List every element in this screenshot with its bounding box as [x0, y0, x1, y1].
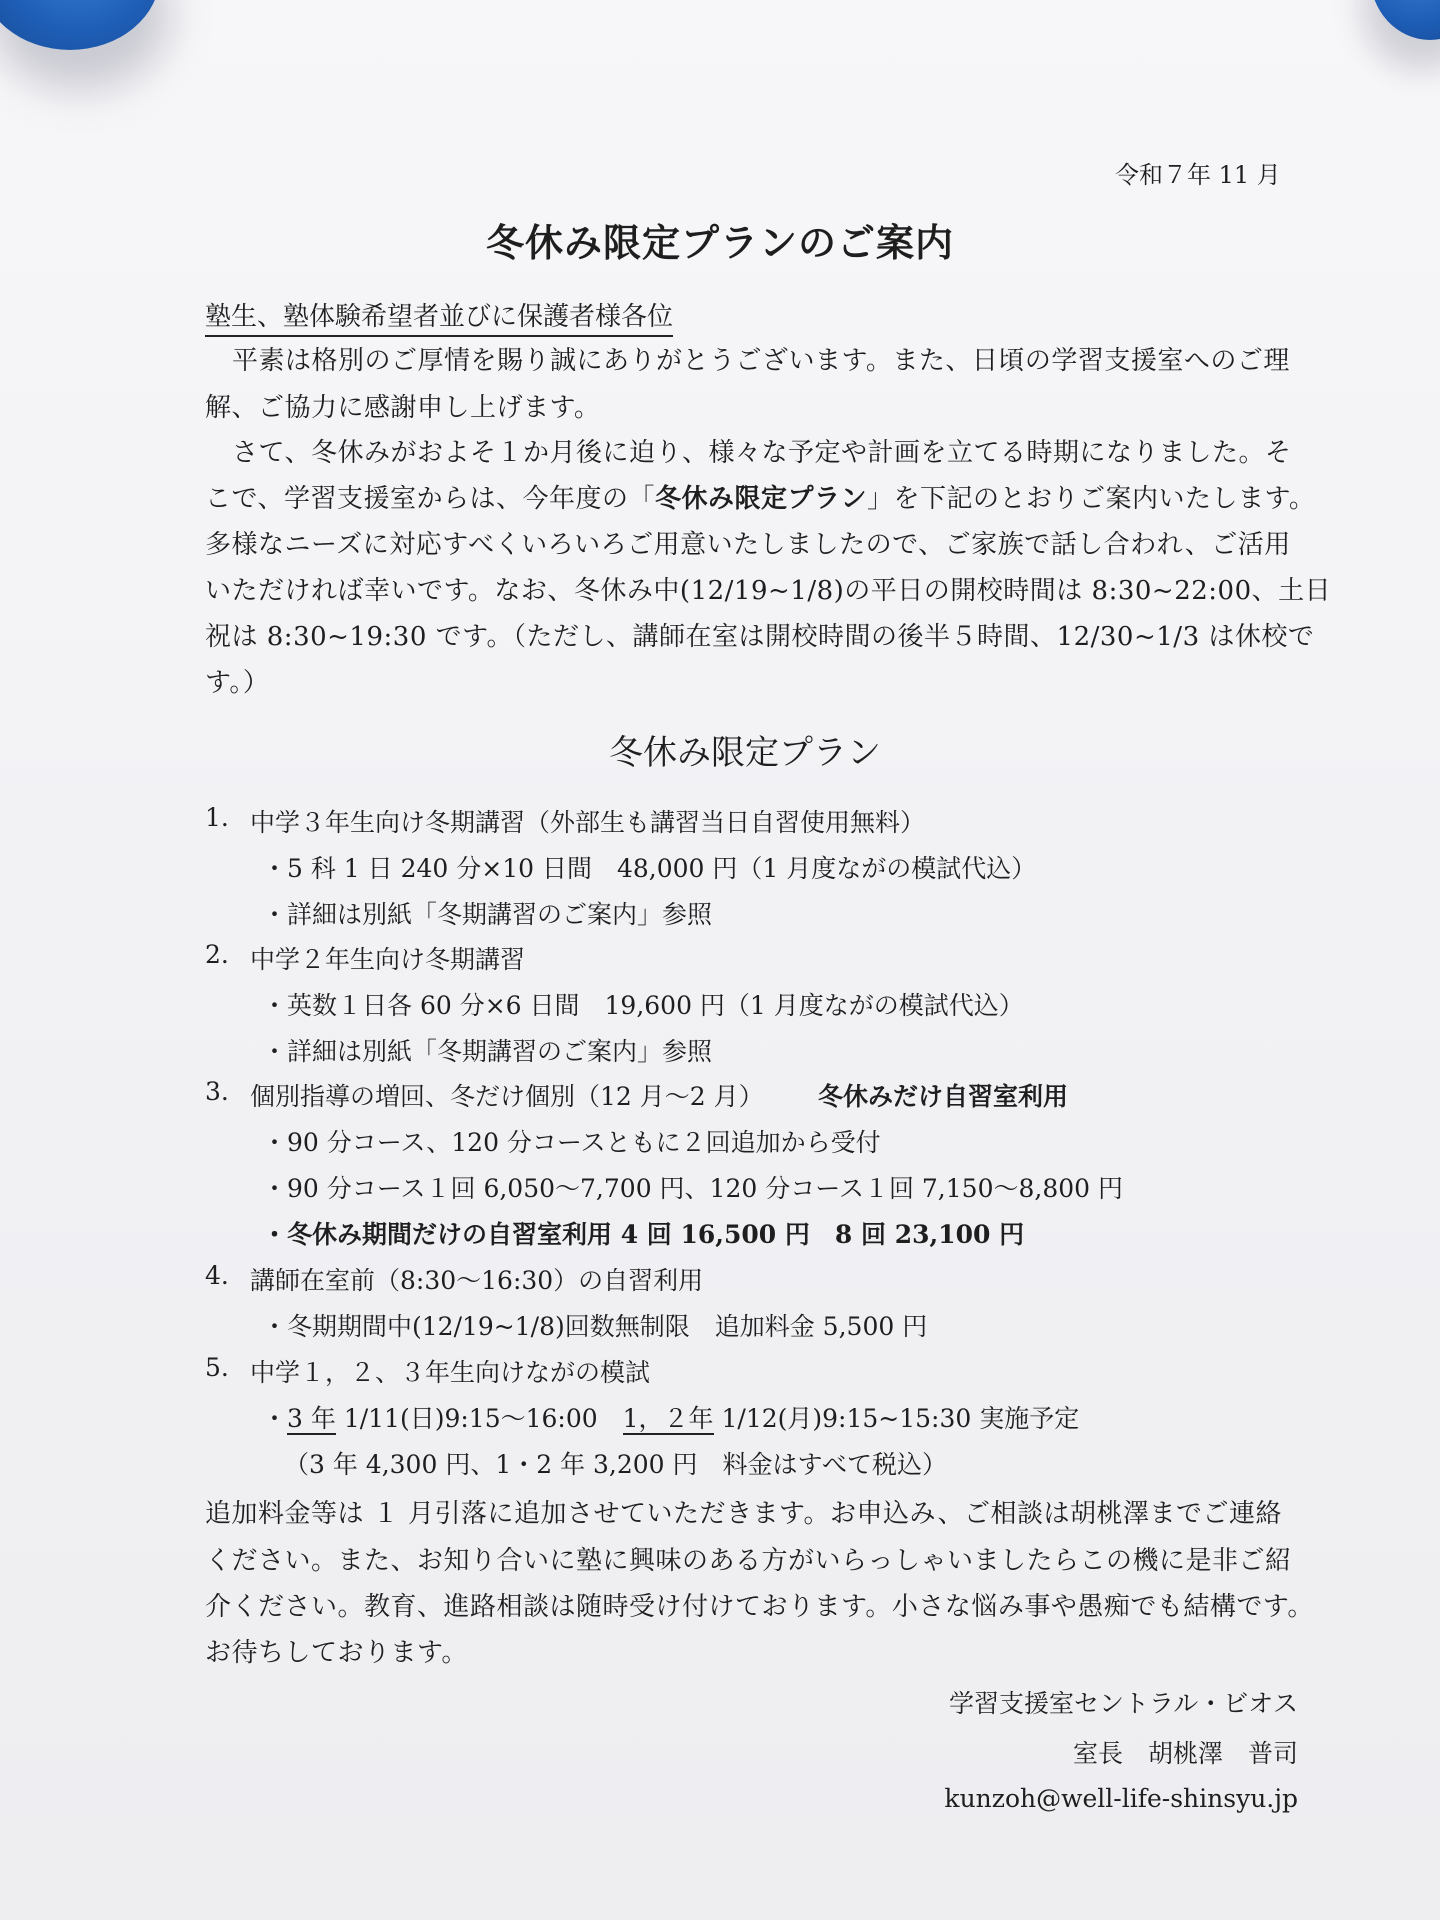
- page-title: 冬休み限定プランのご案内: [485, 220, 954, 265]
- exam-grade3-schedule: 1/11(日)9:15〜16:00: [335, 1404, 623, 1433]
- intro-line-3: さて、冬休みがおよそ１か月後に迫り、様々な予定や計画を立てる時期になりました。そ: [232, 438, 1292, 468]
- plan-4-number: 4.: [205, 1261, 229, 1290]
- intro-line-5: 多様なニーズに対応すべくいろいろご用意いたしましたので、ご家族で話し合われ、ご活用: [205, 530, 1291, 560]
- closing-line-3: 介ください。教育、進路相談は随時受け付けております。小さな悩み事や愚痴でも結構です。: [205, 1592, 1314, 1622]
- exam-grade12-schedule: 1/12(月)9:15~15:30 実施予定: [713, 1404, 1080, 1433]
- plan-name-emphasis: 冬休み限定プラン: [654, 484, 867, 514]
- plan-1-detail-1: ・5 科 1 日 240 分×10 日間 48,000 円（1 月度ながの模試代込）: [262, 854, 1037, 883]
- plan-5-exam-schedule: [262, 1399, 1079, 1435]
- intro-line-2: 解、ご協力に感謝申し上げます。: [205, 393, 601, 423]
- contact-email: kunzoh@well-life-shinsyu.jp: [944, 1784, 1298, 1813]
- signature-name: 室長 胡桃澤 普司: [1072, 1739, 1298, 1768]
- plan-3-number: 3.: [205, 1077, 229, 1106]
- closing-line-2: ください。また、お知り合いに塾に興味のある方がいらっしゃいましたらこの機に是非ご紹: [205, 1546, 1292, 1576]
- addressee-line: 塾生、塾体験希望者並びに保護者様各位: [205, 296, 673, 337]
- plan-1-detail-2: ・詳細は別紙「冬期講習のご案内」参照: [262, 900, 713, 929]
- signature-organization: 学習支援室セントラル・ビオス: [948, 1689, 1298, 1718]
- plan-5-fee-line: （3 年 4,300 円、1・2 年 3,200 円 料金はすべて税込）: [284, 1450, 948, 1479]
- blue-magnet-left: [0, 0, 160, 50]
- plan-3-heading-emphasis: 冬休みだけ自習室利用: [818, 1082, 1069, 1111]
- intro-line-7: 祝は 8:30~19:30 です。（ただし、講師在室は開校時間の後半５時間、12/30~1/3 は休校で: [205, 622, 1315, 652]
- plan-3-detail-1: ・90 分コース、120 分コースともに２回追加から受付: [262, 1128, 881, 1157]
- intro-line-6: いただければ幸いです。なお、冬休み中(12/19~1/8)の平日の開校時間は 8:30~22:00、土日: [205, 576, 1332, 606]
- intro-line-4-start: こで、学習支援室からは、今年度の「: [205, 484, 655, 514]
- plan-4-detail-1: ・冬期期間中(12/19~1/8)回数無制限 追加料金 5,500 円: [262, 1312, 928, 1341]
- exam-grade12-label: 1，２年: [622, 1404, 714, 1433]
- plan-4-heading: 講師在室前（8:30〜16:30）の自習利用: [250, 1266, 704, 1295]
- plan-1-number: 1.: [205, 803, 229, 832]
- plan-5-heading: 中学１，２、３年生向けながの模試: [250, 1358, 651, 1387]
- plan-5-number: 5.: [205, 1353, 229, 1382]
- issue-date: 令和７年 11 月: [1115, 161, 1281, 189]
- intro-line-4: [205, 478, 1315, 515]
- plan-2-heading: 中学２年生向け冬期講習: [250, 945, 526, 974]
- plan-3-heading: 個別指導の増回、冬だけ個別（12 月〜2 月）: [250, 1082, 764, 1111]
- exam-grade3-label: 3 年: [287, 1404, 336, 1433]
- closing-line-4: お待ちしております。: [205, 1638, 468, 1668]
- plan-heading: 冬休み限定プラン: [609, 733, 881, 773]
- exam-bullet: ・: [262, 1404, 288, 1433]
- intro-line-1: 平素は格別のご厚情を賜り誠にありがとうございます。また、日頃の学習支援室へのご理: [232, 346, 1290, 376]
- intro-line-8: す。）: [205, 668, 270, 698]
- plan-3-detail-2: ・90 分コース１回 6,050〜7,700 円、120 分コース１回 7,150〜8,800 円: [262, 1174, 1123, 1203]
- intro-line-4-end: 」を下記のとおりご案内いたします。: [867, 484, 1316, 514]
- plan-2-detail-1: ・英数１日各 60 分×6 日間 19,600 円（1 月度ながの模試代込）: [262, 991, 1024, 1020]
- plan-3-detail-emphasis: ・冬休み期間だけの自習室利用 4 回 16,500 円 8 回 23,100 円: [262, 1220, 1025, 1249]
- plan-2-number: 2.: [205, 940, 229, 969]
- blue-magnet-right: [1370, 0, 1440, 40]
- plan-2-detail-2: ・詳細は別紙「冬期講習のご案内」参照: [262, 1037, 713, 1066]
- plan-1-heading: 中学３年生向け冬期講習（外部生も講習当日自習使用無料）: [250, 808, 926, 837]
- closing-line-1: 追加料金等は １ 月引落に追加させていただきます。お申込み、ご相談は胡桃澤までご連絡: [205, 1499, 1283, 1529]
